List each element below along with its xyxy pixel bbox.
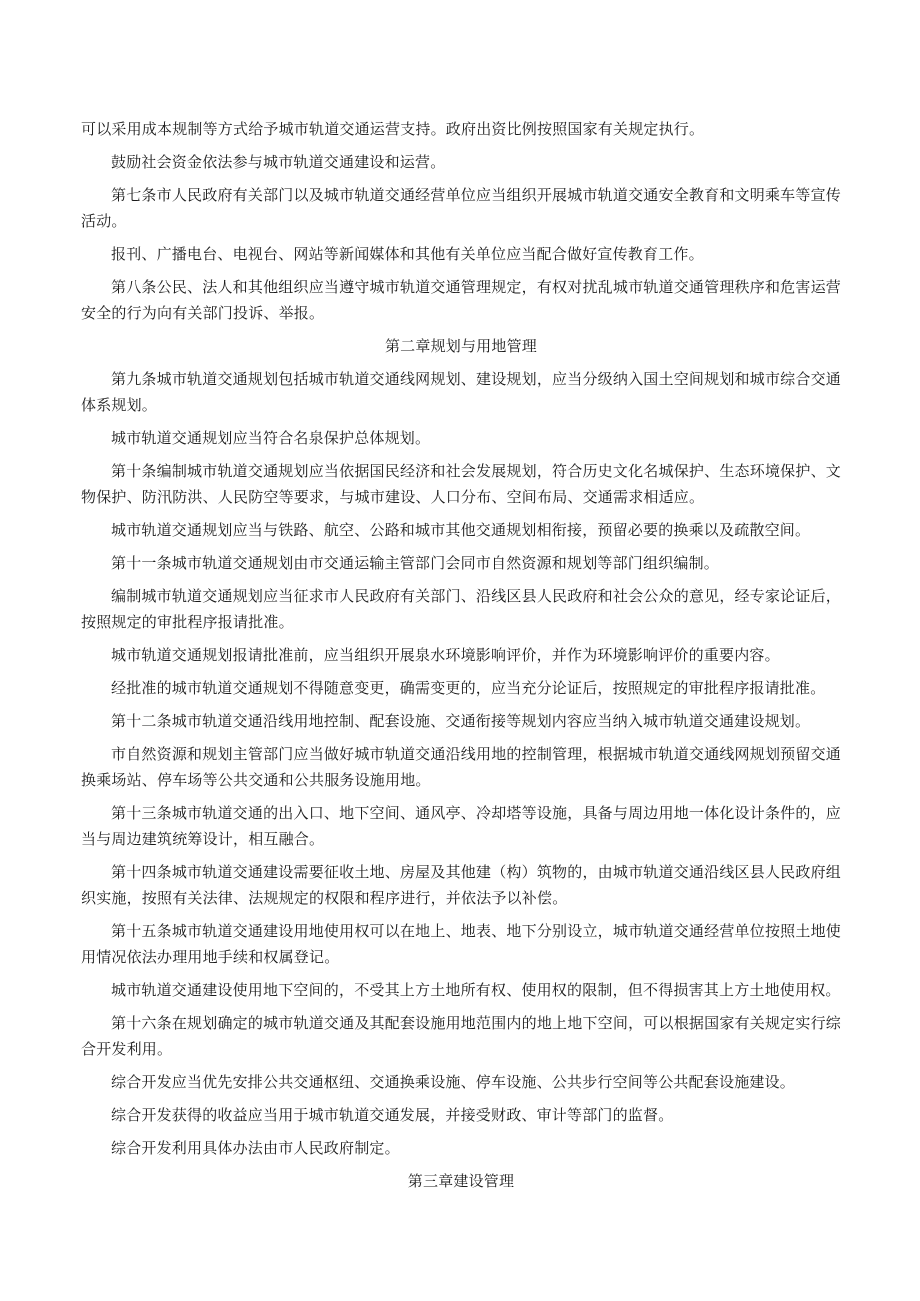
paragraph: 综合开发应当优先安排公共交通枢纽、交通换乘设施、停车设施、公共步行空间等公共配套设施建设。 [111,1073,796,1091]
paragraph: 综合开发获得的收益应当用于城市轨道交通发展，并接受财政、审计等部门的监督。 [111,1106,674,1124]
paragraph: 城市轨道交通规划应当符合名泉保护总体规划。 [111,429,431,447]
article-13: 第十三条城市轨道交通的出入口、地下空间、通风亭、冷却塔等设施，具备与周边用地一体化设计条件的，应当与周边建筑统筹设计，相互融合。 [81,804,841,848]
article-11: 第十一条城市轨道交通规划由市交通运输主管部门会同市自然资源和规划等部门组织编制。 [111,554,720,572]
article-7: 第七条市人民政府有关部门以及城市轨道交通经营单位应当组织开展城市轨道交通安全教育和文明乘车等宣传活动。 [81,186,841,230]
paragraph: 城市轨道交通规划报请批准前，应当组织开展泉水环境影响评价，并作为环境影响评价的重要内容。 [111,646,780,664]
article-12: 第十二条城市轨道交通沿线用地控制、配套设施、交通衔接等规划内容应当纳入城市轨道交通建设规划。 [111,712,811,730]
paragraph: 市自然资源和规划主管部门应当做好城市轨道交通沿线用地的控制管理，根据城市轨道交通线网规划预留交通换乘场站、停车场等公共交通和公共服务设施用地。 [81,745,841,789]
paragraph: 可以采用成本规制等方式给予城市轨道交通运营支持。政府出资比例按照国家有关规定执行。 [81,120,705,138]
paragraph: 城市轨道交通建设使用地下空间的，不受其上方土地所有权、使用权的限制，但不得损害其上方土地使用权。 [111,981,841,999]
paragraph: 综合开发利用具体办法由市人民政府制定。 [111,1139,400,1157]
article-8: 第八条公民、法人和其他组织应当遵守城市轨道交通管理规定，有权对扰乱城市轨道交通管理秩序和危害运营安全的行为向有关部门投诉、举报。 [81,278,841,322]
paragraph: 城市轨道交通规划应当与铁路、航空、公路和城市其他交通规划相衔接，预留必要的换乘以及疏散空间。 [111,521,811,539]
chapter-heading-3: 第三章建设管理 [407,1172,515,1190]
paragraph: 经批准的城市轨道交通规划不得随意变更，确需变更的，应当充分论证后，按照规定的审批程序报请批准。 [111,679,826,697]
document-body [81,116,841,1201]
paragraph: 鼓励社会资金依法参与城市轨道交通建设和运营。 [111,153,446,171]
paragraph: 编制城市轨道交通规划应当征求市人民政府有关部门、沿线区县人民政府和社会公众的意见，经专家论证后，按照规定的审批程序报请批准。 [81,587,841,631]
chapter-heading-2: 第二章规划与用地管理 [384,337,537,355]
paragraph: 报刊、广播电台、电视台、网站等新闻媒体和其他有关单位应当配合做好宣传教育工作。 [111,245,704,263]
article-10: 第十条编制城市轨道交通规划应当依据国民经济和社会发展规划，符合历史文化名城保护、生态环境保护、文物保护、防汛防洪、人民防空等要求，与城市建设、人口分布、空间布局、交通需求相适应。 [81,462,841,506]
article-15: 第十五条城市轨道交通建设用地使用权可以在地上、地表、地下分别设立，城市轨道交通经营单位按照土地使用情况依法办理用地手续和权属登记。 [81,922,841,966]
article-14: 第十四条城市轨道交通建设需要征收土地、房屋及其他建（构）筑物的，由城市轨道交通沿线区县人民政府组织实施，按照有关法律、法规规定的权限和程序进行，并依法予以补偿。 [81,863,841,907]
article-16: 第十六条在规划确定的城市轨道交通及其配套设施用地范围内的地上地下空间，可以根据国家有关规定实行综合开发利用。 [81,1014,841,1058]
article-9: 第九条城市轨道交通规划包括城市轨道交通线网规划、建设规划，应当分级纳入国土空间规划和城市综合交通体系规划。 [81,370,841,414]
